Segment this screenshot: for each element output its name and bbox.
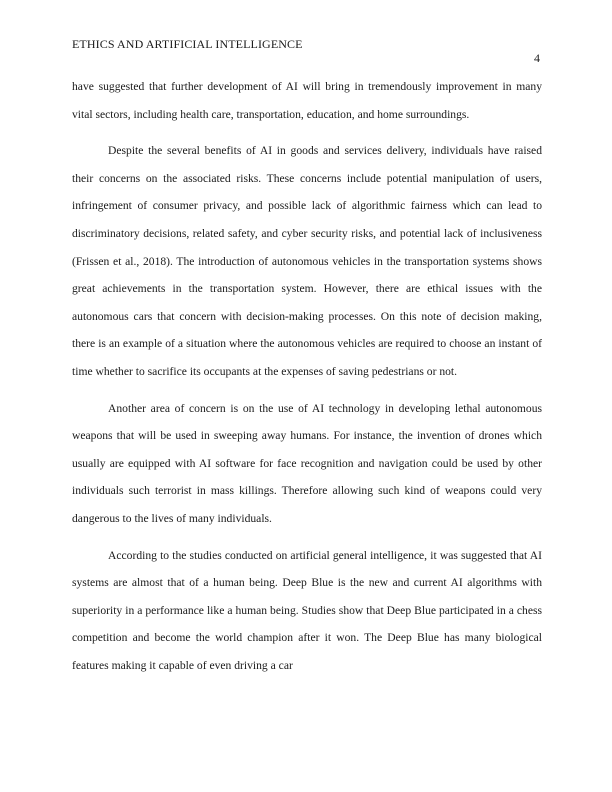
running-head: ETHICS AND ARTIFICIAL INTELLIGENCE [72,37,303,51]
page-number: 4 [534,51,540,65]
paragraph-risks: Despite the several benefits of AI in goods and services delivery, individuals have raised their concerns on the associated risks. These concerns include potential manipulation of users, infringement of consumer privacy, and possible lack of algorithmic fairness which can lead to discriminatory decisions, related safety, and cyber security risks, and potential lack of inclusiveness (Frissen et al., 2018). The introduction of autonomous vehicles in the transportation systems shows great achievements in the transportation system. However, there are ethical issues with the autonomous cars that concern with decision-making processes. On this note of decision making, there is an example of a situation where the autonomous vehicles are required to choose an instant of time whether to sacrifice its occupants at the expenses of saving pedestrians or not. [72,144,542,378]
paragraph-continuation: have suggested that further development of AI will bring in tremendously improvement in many vital sectors, including health care, transportation, education, and home surroundings. [72,80,542,121]
body-text [72,73,542,679]
paragraph-agi: According to the studies conducted on artificial general intelligence, it was suggested that AI systems are almost that of a human being. Deep Blue is the new and current AI algorithms with superiority in a performance like a human being. Studies show that Deep Blue participated in a chess competition and become the world champion after it won. The Deep Blue has many biological features making it capable of even driving a car [72,548,542,672]
paragraph-weapons: Another area of concern is on the use of AI technology in developing lethal autonomous weapons that will be used in sweeping away humans. For instance, the invention of drones which usually are equipped with AI software for face recognition and navigation could be used by other individuals such terrorist in mass killings. Therefore allowing such kind of weapons could very dangerous to the lives of many individuals. [72,401,542,525]
